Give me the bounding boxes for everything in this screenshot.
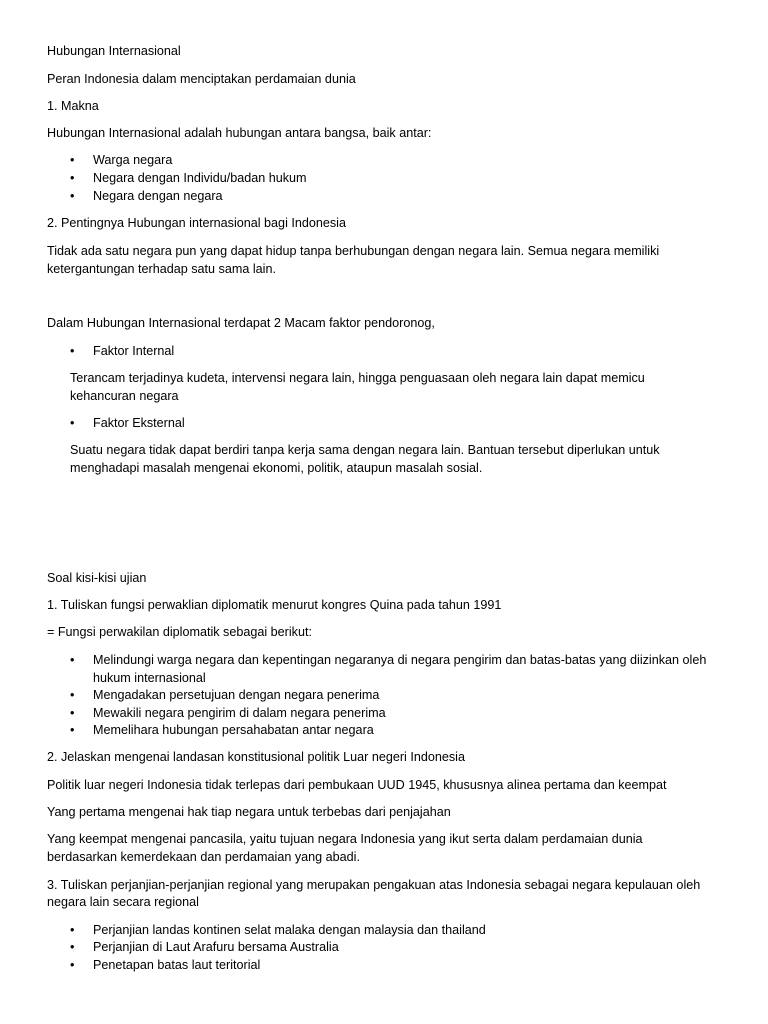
quiz-title: Soal kisi-kisi ujian — [47, 571, 147, 585]
factor-internal-label: Faktor Internal — [93, 344, 175, 358]
paragraph-line: Suatu negara tidak dapat berdiri tanpa kerja sama dengan negara lain. Bantuan tersebut diperlukan untuk — [70, 443, 660, 457]
makna-intro: Hubungan Internasional adalah hubungan antara bangsa, baik antar: — [47, 126, 432, 140]
list-item: Melindungi warga negara dan kepentingan negaranya di negara pengirim dan batas-batas yang diizinkan oleh — [93, 653, 707, 667]
list-item-continuation: hukum internasional — [93, 671, 206, 685]
list-item: Mengadakan persetujuan dengan negara penerima — [93, 688, 380, 702]
paragraph-line: menghadapi masalah mengenai ekonomi, politik, ataupun masalah sosial. — [70, 461, 483, 475]
bullet-icon — [70, 414, 78, 432]
question-3: 3. Tuliskan perjanjian-perjanjian regional yang merupakan pengakuan atas Indonesia sebagai negara kepulauan oleh — [47, 878, 701, 892]
factors-intro: Dalam Hubungan Internasional terdapat 2 Macam faktor pendoronog, — [47, 316, 435, 330]
factor-external-label: Faktor Eksternal — [93, 416, 185, 430]
paragraph-line: berdasarkan kemerdekaan dan perdamaian yang abadi. — [47, 850, 360, 864]
section-heading-pentingnya: 2. Pentingnya Hubungan internasional bagi Indonesia — [47, 216, 346, 230]
list-item: Warga negara — [93, 153, 173, 167]
bullet-icon — [70, 169, 78, 187]
bullet-icon — [70, 704, 78, 722]
paragraph-line: kehancuran negara — [70, 389, 179, 403]
list-item: Penetapan batas laut teritorial — [93, 958, 261, 972]
bullet-icon — [70, 342, 78, 360]
document-subtitle: Peran Indonesia dalam menciptakan perdamaian dunia — [47, 72, 356, 86]
answer-2: Politik luar negeri Indonesia tidak terlepas dari pembukaan UUD 1945, khususnya alinea pertama dan keempat — [47, 778, 667, 792]
answer-2-first: Yang pertama mengenai hak tiap negara untuk terbebas dari penjajahan — [47, 805, 451, 819]
paragraph-line: ketergantungan terhadap satu sama lain. — [47, 262, 276, 276]
paragraph-line: Tidak ada satu negara pun yang dapat hidup tanpa berhubungan dengan negara lain. Semua negara memiliki — [47, 244, 660, 258]
list-item: Perjanjian landas kontinen selat malaka dengan malaysia dan thailand — [93, 923, 486, 937]
bullet-icon — [70, 721, 78, 739]
list-item: Negara dengan Individu/badan hukum — [93, 171, 307, 185]
document-title: Hubungan Internasional — [47, 44, 181, 58]
section-heading-makna: 1. Makna — [47, 99, 99, 113]
bullet-icon — [70, 151, 78, 169]
answer-1-intro: = Fungsi perwakilan diplomatik sebagai berikut: — [47, 625, 312, 639]
question-3-continuation: negara lain secara regional — [47, 895, 199, 909]
list-item: Negara dengan negara — [93, 189, 223, 203]
bullet-icon — [70, 651, 78, 669]
question-1: 1. Tuliskan fungsi perwaklian diplomatik menurut kongres Quina pada tahun 1991 — [47, 598, 502, 612]
bullet-icon — [70, 921, 78, 939]
bullet-icon — [70, 686, 78, 704]
question-2: 2. Jelaskan mengenai landasan konstitusional politik Luar negeri Indonesia — [47, 750, 465, 764]
list-item: Memelihara hubungan persahabatan antar negara — [93, 723, 374, 737]
paragraph-line: Terancam terjadinya kudeta, intervensi negara lain, hingga penguasaan oleh negara lain dapat memicu — [70, 371, 645, 385]
bullet-icon — [70, 938, 78, 956]
list-item: Mewakili negara pengirim di dalam negara penerima — [93, 706, 386, 720]
paragraph-line: Yang keempat mengenai pancasila, yaitu tujuan negara Indonesia yang ikut serta dalam perdamaian dunia — [47, 832, 643, 846]
list-item: Perjanjian di Laut Arafuru bersama Australia — [93, 940, 339, 954]
bullet-icon — [70, 187, 78, 205]
bullet-icon — [70, 956, 78, 974]
